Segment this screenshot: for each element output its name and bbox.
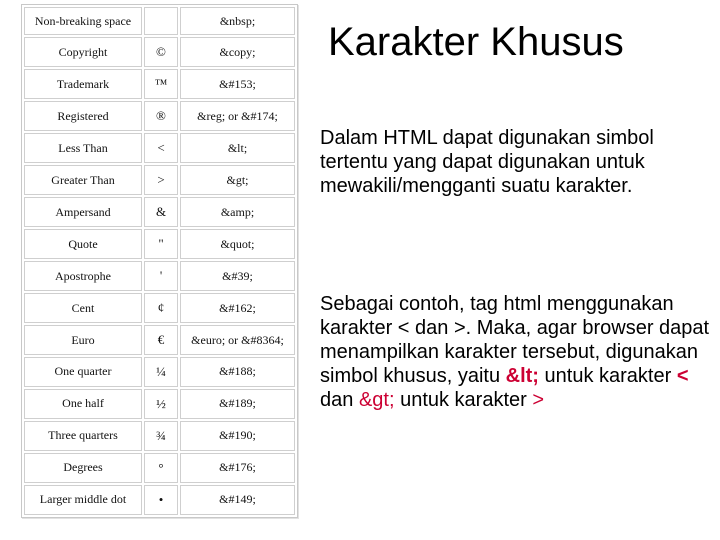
character-glyph-cell bbox=[144, 7, 178, 35]
lt-character: < bbox=[676, 365, 689, 387]
table-row bbox=[24, 7, 295, 35]
example-mid-text-3: untuk karakter bbox=[400, 389, 527, 411]
entity-code-cell: &quot; bbox=[180, 229, 295, 259]
character-glyph-cell: ¾ bbox=[144, 421, 178, 451]
entity-code-cell: &#153; bbox=[180, 69, 295, 99]
lt-entity-code: &lt; bbox=[505, 365, 539, 387]
character-glyph-cell: ' bbox=[144, 261, 178, 291]
character-glyph-cell: ½ bbox=[144, 389, 178, 419]
entity-code-cell: &nbsp; bbox=[180, 7, 295, 35]
table-row bbox=[24, 325, 295, 355]
table-row bbox=[24, 133, 295, 163]
character-name-cell: Less Than bbox=[24, 133, 142, 163]
special-characters-grid bbox=[22, 5, 297, 517]
table-row bbox=[24, 69, 295, 99]
character-glyph-cell: > bbox=[144, 165, 178, 195]
entity-code-cell: &reg; or &#174; bbox=[180, 101, 295, 131]
character-name-cell: Three quarters bbox=[24, 421, 142, 451]
entity-code-cell: &#149; bbox=[180, 485, 295, 515]
entity-code-cell: &#162; bbox=[180, 293, 295, 323]
character-glyph-cell: & bbox=[144, 197, 178, 227]
character-name-cell: Apostrophe bbox=[24, 261, 142, 291]
character-name-cell: Euro bbox=[24, 325, 142, 355]
character-name-cell: One quarter bbox=[24, 357, 142, 387]
character-name-cell: Degrees bbox=[24, 453, 142, 483]
character-glyph-cell: ¼ bbox=[144, 357, 178, 387]
entity-code-cell: &copy; bbox=[180, 37, 295, 67]
example-mid-text-1: untuk karakter bbox=[544, 365, 672, 387]
entity-code-cell: &lt; bbox=[180, 133, 295, 163]
table-row bbox=[24, 357, 295, 387]
character-glyph-cell: ¢ bbox=[144, 293, 178, 323]
character-name-cell: Larger middle dot bbox=[24, 485, 142, 515]
paragraph-example bbox=[320, 292, 712, 412]
character-name-cell: One half bbox=[24, 389, 142, 419]
table-row bbox=[24, 101, 295, 131]
character-glyph-cell: ° bbox=[144, 453, 178, 483]
table-row bbox=[24, 453, 295, 483]
entity-code-cell: &euro; or &#8364; bbox=[180, 325, 295, 355]
table-row bbox=[24, 261, 295, 291]
table-row bbox=[24, 421, 295, 451]
entity-code-cell: &#39; bbox=[180, 261, 295, 291]
table-body bbox=[24, 7, 295, 515]
table-row bbox=[24, 197, 295, 227]
character-glyph-cell: " bbox=[144, 229, 178, 259]
character-name-cell: Quote bbox=[24, 229, 142, 259]
character-name-cell: Registered bbox=[24, 101, 142, 131]
entity-code-cell: &#189; bbox=[180, 389, 295, 419]
table-row bbox=[24, 485, 295, 515]
entity-code-cell: &gt; bbox=[180, 165, 295, 195]
entity-code-cell: &amp; bbox=[180, 197, 295, 227]
table-row bbox=[24, 165, 295, 195]
entity-code-cell: &#190; bbox=[180, 421, 295, 451]
entity-code-cell: &#188; bbox=[180, 357, 295, 387]
table-row bbox=[24, 293, 295, 323]
example-mid-text-2: dan bbox=[320, 389, 354, 411]
character-glyph-cell: © bbox=[144, 37, 178, 67]
character-name-cell: Copyright bbox=[24, 37, 142, 67]
table-row bbox=[24, 229, 295, 259]
character-glyph-cell: ® bbox=[144, 101, 178, 131]
character-glyph-cell: ™ bbox=[144, 69, 178, 99]
gt-entity-code: &gt; bbox=[358, 389, 395, 411]
table-row bbox=[24, 389, 295, 419]
entity-code-cell: &#176; bbox=[180, 453, 295, 483]
paragraph-intro: Dalam HTML dapat digunakan simbol tertentu yang dapat digunakan untuk mewakili/mengganti suatu karakter. bbox=[320, 127, 654, 197]
character-glyph-cell: • bbox=[144, 485, 178, 515]
character-glyph-cell: € bbox=[144, 325, 178, 355]
gt-character: > bbox=[532, 389, 545, 411]
character-name-cell: Trademark bbox=[24, 69, 142, 99]
example-intro-text: Sebagai contoh, tag html menggunakan karakter < dan >. Maka, agar browser dapat menampilkan karakter tersebut, digunakan simbol khusus, yaitu bbox=[320, 293, 710, 387]
character-name-cell: Greater Than bbox=[24, 165, 142, 195]
page-title: Karakter Khusus bbox=[328, 20, 624, 64]
character-name-cell: Cent bbox=[24, 293, 142, 323]
special-characters-table bbox=[21, 4, 298, 518]
character-glyph-cell: < bbox=[144, 133, 178, 163]
character-name-cell: Ampersand bbox=[24, 197, 142, 227]
character-name-cell: Non-breaking space bbox=[24, 7, 142, 35]
table-row bbox=[24, 37, 295, 67]
